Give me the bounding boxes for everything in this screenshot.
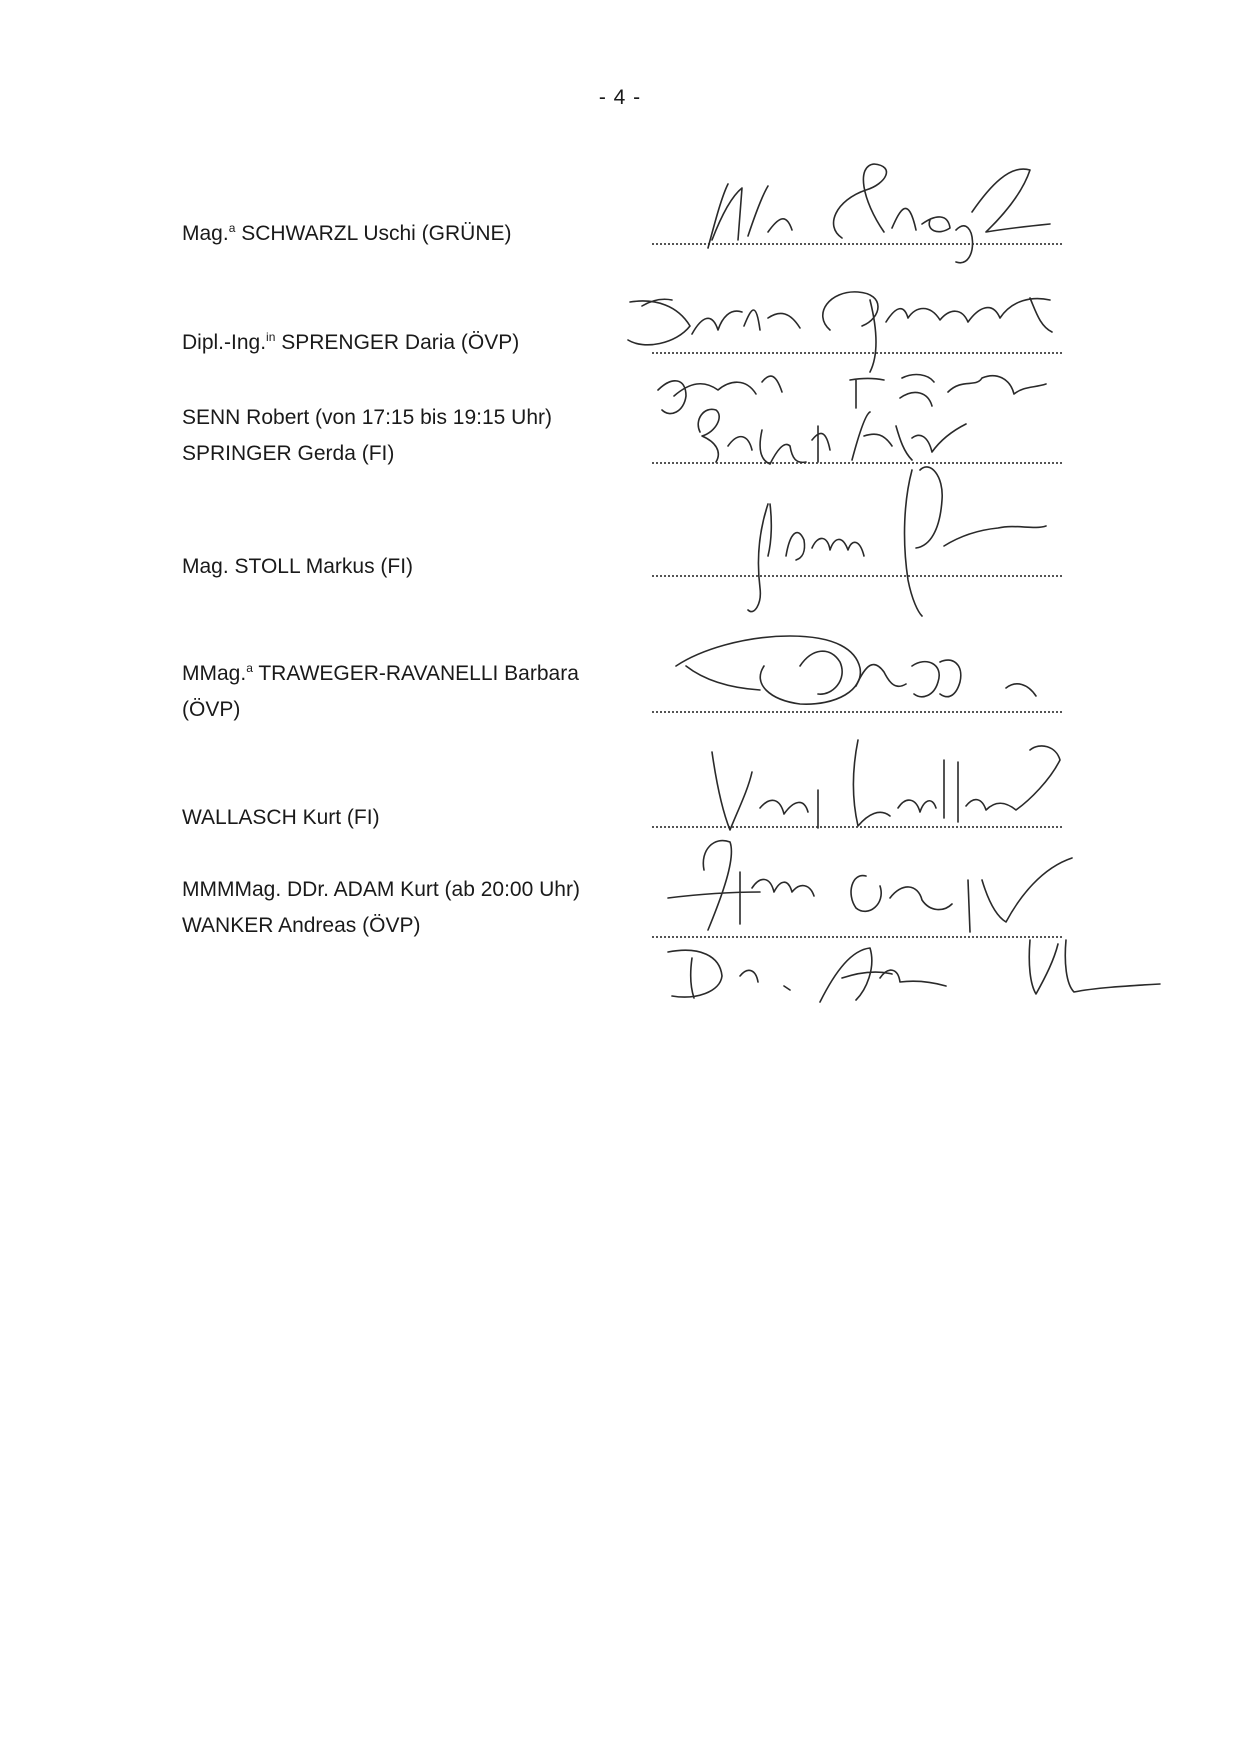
signature-line <box>652 936 1062 938</box>
attendee-traweger <box>182 656 642 728</box>
attendee-title: Dipl.-Ing. <box>182 331 267 354</box>
attendee-name: WALLASCH Kurt (FI) <box>182 806 380 829</box>
signature-line <box>652 352 1062 354</box>
signature-line <box>652 243 1062 245</box>
signature-adam <box>668 940 1160 1002</box>
attendee-title-suffix: in <box>266 330 276 344</box>
attendee-schwarzl <box>182 216 642 252</box>
signature-line <box>652 711 1062 713</box>
signature-traweger <box>676 636 1036 704</box>
attendee-adam-wanker <box>182 872 642 944</box>
signature-stoll <box>748 467 1046 616</box>
signature-senn <box>658 375 1046 464</box>
attendee-title: MMag. <box>182 662 247 685</box>
signature-schwarzl <box>708 164 1050 263</box>
attendee-name: SCHWARZL Uschi (GRÜNE) <box>241 222 512 245</box>
attendee-name: Mag. STOLL Markus (FI) <box>182 555 414 578</box>
attendee-title-suffix: a <box>228 221 236 235</box>
attendee-sprenger <box>182 325 642 361</box>
page-number: - 4 - <box>598 86 642 109</box>
attendee-name: TRAWEGER-RAVANELLI Barbara (ÖVP) <box>182 662 579 721</box>
attendee-substitute-line: SENN Robert (von 17:15 bis 19:15 Uhr) <box>182 406 553 429</box>
attendee-wallasch <box>182 800 642 836</box>
attendee-name: SPRINGER Gerda (FI) <box>182 442 395 465</box>
signature-line <box>652 575 1062 577</box>
attendee-title: Mag. <box>182 222 229 245</box>
attendee-substitute-line: MMMMag. DDr. ADAM Kurt (ab 20:00 Uhr) <box>182 878 580 901</box>
signature-wanker <box>668 841 1072 932</box>
attendee-senn-springer <box>182 400 642 472</box>
signature-line <box>652 826 1062 828</box>
attendee-name: SPRENGER Daria (ÖVP) <box>281 331 520 354</box>
signature-line <box>652 462 1062 464</box>
signature-sprenger <box>628 292 1052 372</box>
attendee-title-suffix: a <box>246 661 253 675</box>
attendee-name: WANKER Andreas (ÖVP) <box>182 914 421 937</box>
attendee-stoll <box>182 549 642 585</box>
signature-wallasch <box>712 740 1060 830</box>
